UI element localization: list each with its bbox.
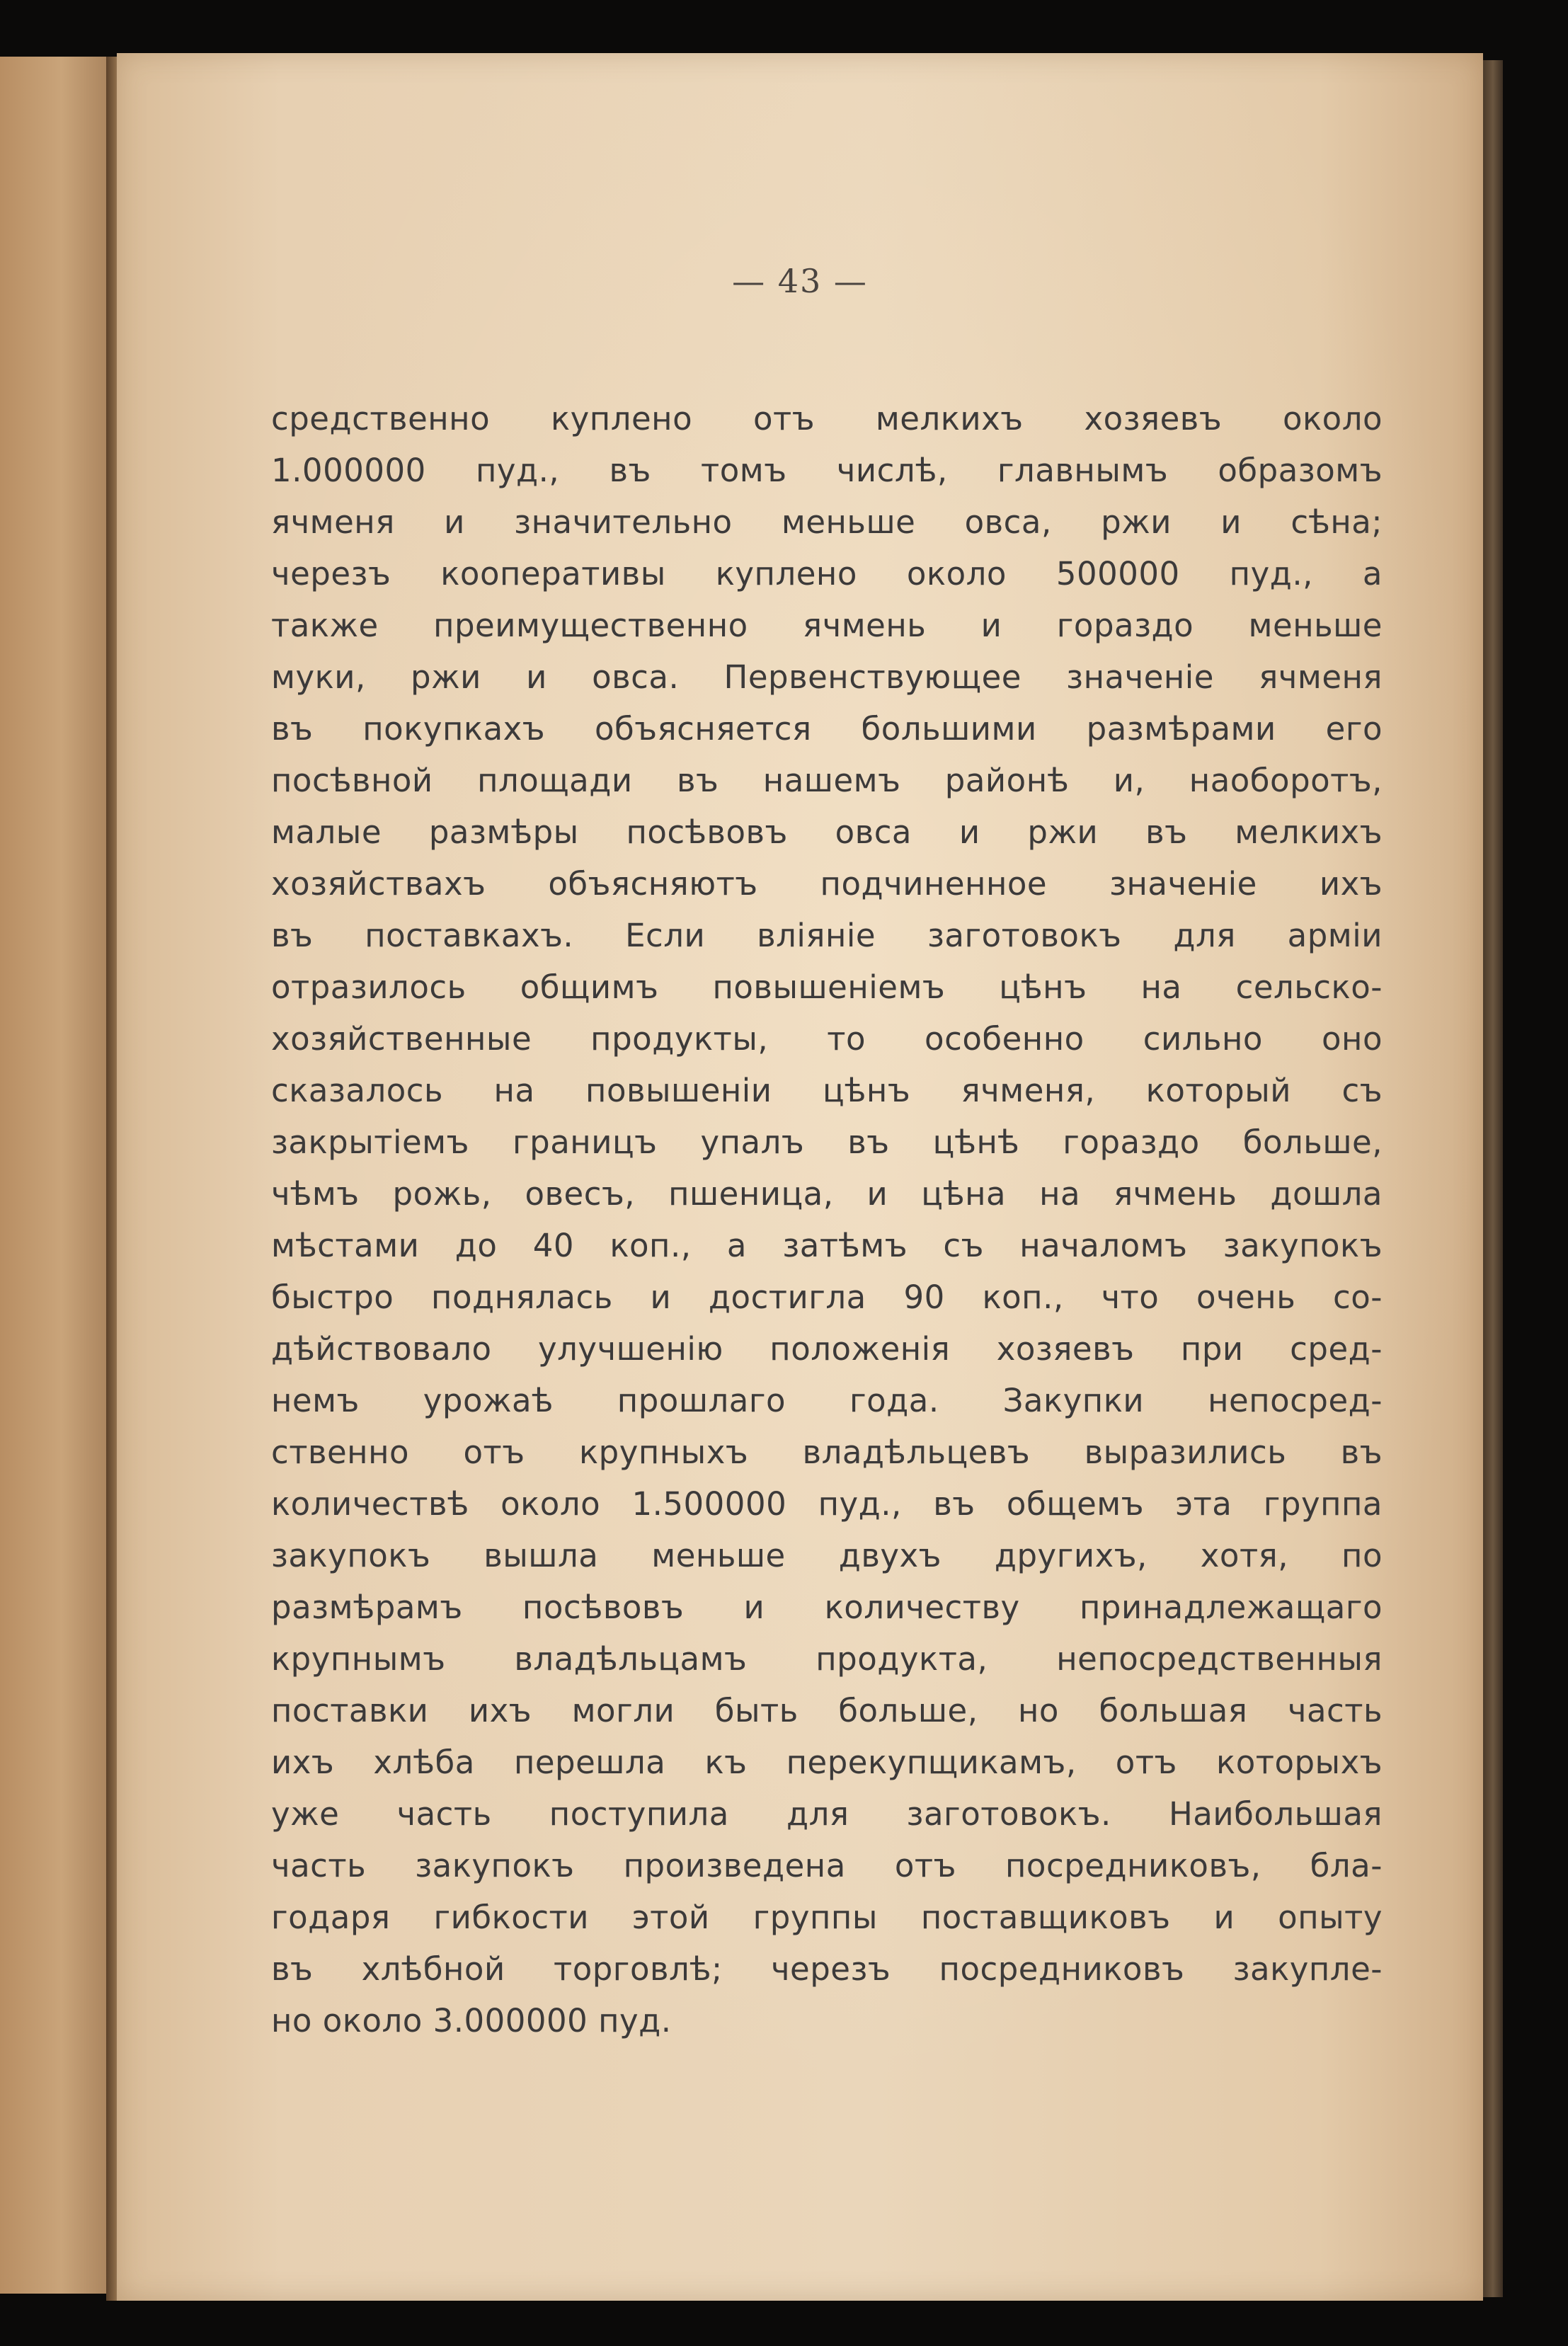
text-line: ихъ хлѣба перешла къ перекупщикамъ, отъ которыхъ	[271, 1744, 1383, 1781]
text-line: въ хлѣбной торговлѣ; черезъ посредниковъ закупле-	[271, 1950, 1383, 1988]
text-line: отразилось общимъ повышенiемъ цѣнъ на сельско-	[271, 968, 1383, 1006]
right-page-edge	[1483, 60, 1503, 2297]
text-line: уже часть поступила для заготовокъ. Наибольшая	[271, 1795, 1383, 1833]
text-line: ственно отъ крупныхъ владѣльцевъ выразились въ	[271, 1434, 1383, 1471]
text-line: черезъ кооперативы куплено около 500000 пуд., а	[271, 555, 1383, 593]
text-line: чѣмъ рожь, овесъ, пшеница, и цѣна на ячмень дошла	[271, 1175, 1383, 1213]
text-line: хозяйствахъ объясняютъ подчиненное значенiе ихъ	[271, 865, 1383, 903]
book-page	[117, 53, 1483, 2301]
body-text	[271, 393, 1383, 2047]
text-line: муки, ржи и овса. Первенствующее значенiе ячменя	[271, 658, 1383, 696]
text-line: количествѣ около 1.500000 пуд., въ общемъ эта группа	[271, 1485, 1383, 1523]
text-line: ячменя и значительно меньше овса, ржи и сѣна;	[271, 503, 1383, 541]
text-line: мѣстами до 40 коп., а затѣмъ съ началомъ закупокъ	[271, 1227, 1383, 1264]
text-line: но около 3.000000 пуд.	[271, 2002, 672, 2039]
text-line: въ покупкахъ объясняется большими размѣрами его	[271, 710, 1383, 748]
text-line: 1.000000 пуд., въ томъ числѣ, главнымъ образомъ	[271, 452, 1383, 489]
page-number: — 43 —	[732, 262, 868, 300]
text-line: дѣйствовало улучшенiю положенiя хозяевъ при сред-	[271, 1330, 1383, 1368]
text-line: закупокъ вышла меньше двухъ другихъ, хотя, по	[271, 1537, 1383, 1574]
text-line: сказалось на повышенiи цѣнъ ячменя, который съ	[271, 1072, 1383, 1109]
text-line: малые размѣры посѣвовъ овса и ржи въ мелкихъ	[271, 813, 1383, 851]
text-line: быстро поднялась и достигла 90 коп., что очень со-	[271, 1278, 1383, 1316]
text-line: хозяйственные продукты, то особенно сильно оно	[271, 1020, 1383, 1058]
text-line: годаря гибкости этой группы поставщиковъ и опыту	[271, 1899, 1383, 1936]
text-line: посѣвной площади въ нашемъ районѣ и, наоборотъ,	[271, 762, 1383, 799]
text-line: размѣрамъ посѣвовъ и количеству принадлежащаго	[271, 1589, 1383, 1626]
text-line: закрытiемъ границъ упалъ въ цѣнѣ гораздо больше,	[271, 1123, 1383, 1161]
text-line: также преимущественно ячмень и гораздо меньше	[271, 607, 1383, 644]
text-line: поставки ихъ могли быть больше, но большая часть	[271, 1692, 1383, 1729]
text-line: крупнымъ владѣльцамъ продукта, непосредственныя	[271, 1640, 1383, 1678]
left-page-edge	[0, 57, 115, 2294]
text-line: средственно куплено отъ мелкихъ хозяевъ около	[271, 400, 1383, 437]
text-line: часть закупокъ произведена отъ посредниковъ, бла-	[271, 1847, 1383, 1884]
text-line: немъ урожаѣ прошлаго года. Закупки непосред-	[271, 1382, 1383, 1419]
text-line: въ поставкахъ. Если влiянiе заготовокъ для армiи	[271, 917, 1383, 954]
